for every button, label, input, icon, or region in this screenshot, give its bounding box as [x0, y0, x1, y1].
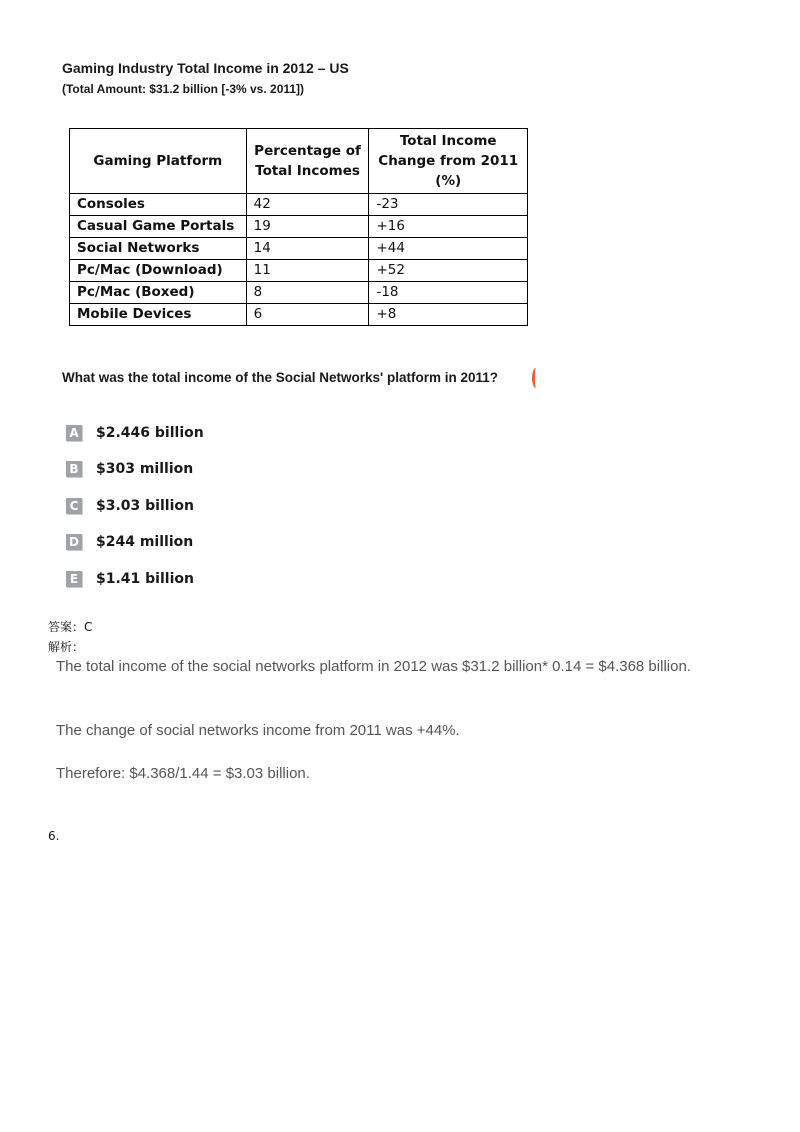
percentage-cell: 14: [246, 238, 369, 260]
table-row: [70, 194, 528, 216]
option-b[interactable]: [66, 460, 193, 478]
chart-title: Gaming Industry Total Income in 2012 – US: [62, 60, 349, 76]
change-cell: +52: [369, 260, 528, 282]
table-header-row: [70, 129, 528, 194]
option-text: $2.446 billion: [96, 425, 204, 441]
table-row: [70, 260, 528, 282]
option-text: $244 million: [96, 534, 194, 550]
table-row: [70, 216, 528, 238]
percentage-cell: 19: [246, 216, 369, 238]
option-letter-icon: A: [66, 425, 82, 441]
next-question-number: 6.: [48, 829, 60, 843]
table-row: [70, 282, 528, 304]
platform-cell: Social Networks: [70, 238, 247, 260]
answer-line: 答案：C: [48, 620, 93, 634]
option-d[interactable]: [66, 533, 193, 551]
percentage-cell: 8: [246, 282, 369, 304]
change-cell: +8: [369, 304, 528, 326]
change-cell: +44: [369, 238, 528, 260]
platform-cell: Consoles: [70, 194, 247, 216]
option-letter-icon: C: [66, 498, 82, 514]
question-text: What was the total income of the Social Networks' platform in 2011?: [62, 370, 499, 385]
option-text: $1.41 billion: [96, 571, 194, 587]
header-gaming-platform: Gaming Platform: [70, 129, 247, 194]
explanation-line: Therefore: $4.368/1.44 = $3.03 billion.: [56, 765, 310, 782]
option-e[interactable]: [66, 570, 194, 588]
percentage-cell: 11: [246, 260, 369, 282]
header-percentage: Percentage of Total Incomes: [246, 129, 369, 194]
option-letter-icon: B: [66, 461, 82, 477]
bookmark-icon: [532, 368, 540, 388]
platform-cell: Pc/Mac (Download): [70, 260, 247, 282]
option-text: $303 million: [96, 461, 194, 477]
explanation-line: The change of social networks income from 2011 was +44%.: [56, 722, 460, 739]
table-row: [70, 238, 528, 260]
option-a[interactable]: [66, 424, 204, 442]
percentage-cell: 42: [246, 194, 369, 216]
chart-subtitle: (Total Amount: $31.2 billion [-3% vs. 2011]): [62, 82, 305, 96]
percentage-cell: 6: [246, 304, 369, 326]
option-c[interactable]: [66, 497, 194, 515]
option-letter-icon: E: [66, 571, 82, 587]
option-letter-icon: D: [66, 534, 82, 550]
table-row: [70, 304, 528, 326]
option-text: $3.03 billion: [96, 498, 194, 514]
change-cell: +16: [369, 216, 528, 238]
explanation-line: The total income of the social networks platform in 2012 was $31.2 billion* 0.14 = $4.368 billion.: [56, 658, 691, 675]
change-cell: -23: [369, 194, 528, 216]
income-table: [69, 128, 528, 326]
platform-cell: Mobile Devices: [70, 304, 247, 326]
header-income-change: Total Income Change from 2011 (%): [369, 129, 528, 194]
platform-cell: Casual Game Portals: [70, 216, 247, 238]
change-cell: -18: [369, 282, 528, 304]
platform-cell: Pc/Mac (Boxed): [70, 282, 247, 304]
analysis-label: 解析：: [48, 640, 85, 654]
